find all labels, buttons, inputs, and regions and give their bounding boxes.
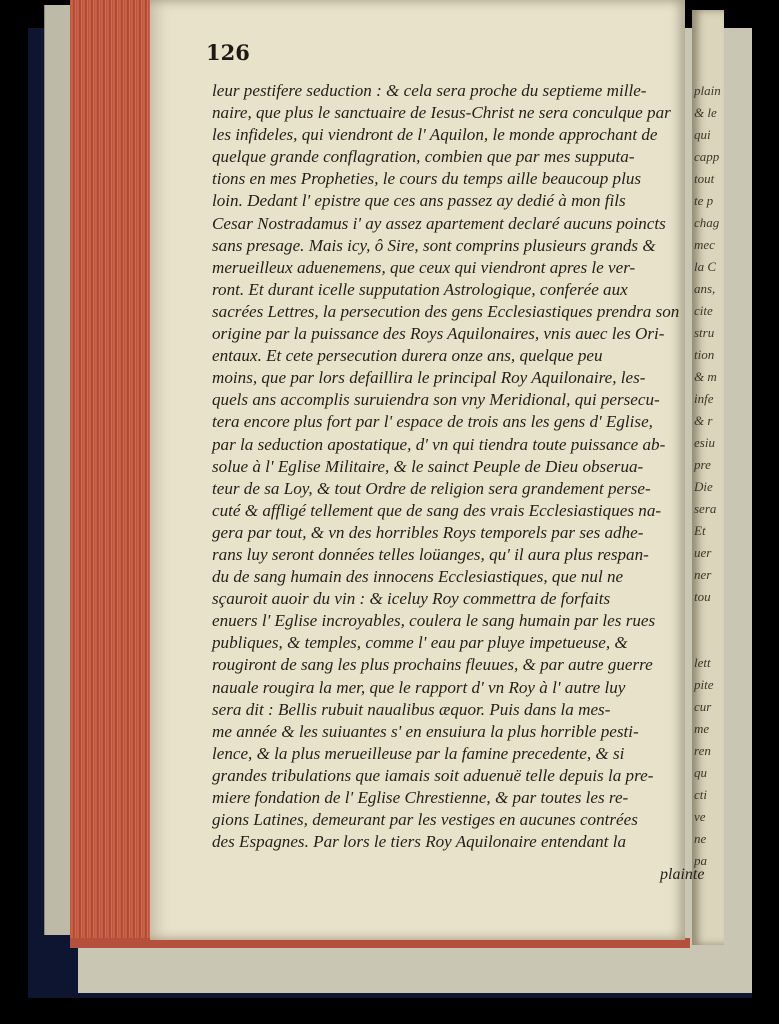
facing-line: & le <box>694 105 717 120</box>
facing-line: cti <box>694 787 707 802</box>
text-line: solue à l' Eglise Militaire, & le sainct Peuple de Dieu obserua- <box>212 456 644 476</box>
text-line: gions Latines, demeurant par les vestiges en aucunes contrées <box>212 810 638 830</box>
text-line: gera par tout, & vn des horribles Roys temporels par ses adhe- <box>212 522 644 542</box>
text-line: des Espagnes. Par lors le tiers Roy Aquilonaire entendant la <box>212 832 627 852</box>
text-line: publiques, & temples, comme l' eau par pluye impetueuse, & <box>212 633 628 653</box>
text-line: moins, que par lors defaillira le principal Roy Aquilonaire, les- <box>212 368 646 388</box>
text-line: rans luy seront données telles loüanges, qu' il aura plus respan- <box>212 544 649 564</box>
facing-line: te p <box>694 193 714 208</box>
text-line: du de sang humain des innocens Ecclesiastiques, que nul ne <box>212 567 624 587</box>
facing-line: ne <box>694 831 707 846</box>
text-line: entaux. Et cete persecution durera onze ans, quelque peu <box>212 346 603 366</box>
facing-line: uer <box>694 545 712 560</box>
facing-line: tion <box>694 347 715 362</box>
text-line: sçauroit auoir du vin : & iceluy Roy commettra de forfaits <box>212 589 611 609</box>
text-line: sans presage. Mais icy, ô Sire, sont comprins plusieurs grands & <box>212 235 656 255</box>
text-line: enuers l' Eglise incroyables, coulera le sang humain par les rues <box>212 611 656 631</box>
facing-line: chag <box>694 215 720 230</box>
facing-line: & m <box>694 369 717 384</box>
text-line: cuté & affligé tellement que de sang des vrais Ecclesiastiques na- <box>212 500 662 520</box>
facing-line: ren <box>694 743 711 758</box>
text-line: rougiront de sang les plus prochains fleuues, & par autre guerre <box>212 655 653 675</box>
text-line: leur pestifere seduction : & cela sera proche du septieme mille- <box>212 81 647 100</box>
text-line: ront. Et durant icelle supputation Astrologique, conferée aux <box>212 279 628 299</box>
text-line: les infideles, qui viendront de l' Aquilon, le monde approchant de <box>212 125 658 145</box>
facing-line: capp <box>694 149 720 164</box>
text-line: tions en mes Propheties, le cours du temps aille beaucoup plus <box>212 169 642 189</box>
catchword: plainte <box>660 866 705 883</box>
text-line: sera dit : Bellis rubuit naualibus æquor. Puis dans la mes- <box>212 699 611 719</box>
text-line: quels ans accomplis suruiendra son vny Meridional, qui persecu- <box>212 390 660 410</box>
text-line: quelque grande conflagration, combien que par mes supputa- <box>212 147 635 167</box>
text-line: nauale rougira la mer, que le rapport d' vn Roy à l' autre luy <box>212 677 626 697</box>
text-line: merueilleux aduenemens, que ceux qui viendront apres le ver- <box>212 257 636 277</box>
facing-line: ve <box>694 809 706 824</box>
facing-line: pa <box>694 853 707 868</box>
facing-line: la C <box>694 259 717 274</box>
facing-line: pre <box>694 457 711 472</box>
page-number: 126 <box>206 40 250 65</box>
facing-line: plain <box>694 83 721 98</box>
text-line: me année & les suiuantes s' en ensuiura la plus horrible pesti- <box>212 721 639 741</box>
facing-line: ner <box>694 567 712 582</box>
facing-line: lett <box>694 655 711 670</box>
text-line: Cesar Nostradamus i' ay assez apartement declaré aucuns poincts <box>212 213 666 233</box>
text-line: teur de sa Loy, & tout Ordre de religion sera grandement perse- <box>212 478 651 498</box>
text-line: naire, que plus le sanctuaire de Iesus-Christ ne sera conculque par <box>212 103 671 123</box>
text-line: grandes tribulations que iamais soit aduenuë telle depuis la pre- <box>212 765 654 785</box>
facing-line: qu <box>694 765 707 780</box>
facing-line: infe <box>694 391 714 406</box>
red-page-edges <box>70 0 156 940</box>
text-line: tera encore plus fort par l' espace de trois ans les gens d' Eglise, <box>212 412 653 432</box>
text-line: par la seduction apostatique, d' vn qui tiendra toute puissance ab- <box>212 434 666 454</box>
facing-line: mec <box>694 237 715 252</box>
facing-line: stru <box>694 325 715 340</box>
facing-line: cite <box>694 303 713 318</box>
facing-line: qui <box>694 127 711 142</box>
text-line: sacrées Lettres, la persecution des gens Ecclesiastiques prendra son <box>212 301 680 321</box>
text-line: miere fondation de l' Eglise Chrestienne, & par toutes les re- <box>212 788 629 807</box>
facing-line: sera <box>694 501 717 516</box>
facing-line: pite <box>694 677 714 692</box>
facing-line: ans, <box>694 281 716 296</box>
text-line: loin. Dedant l' epistre que ces ans passez ay dedié à mon fils <box>212 191 626 211</box>
facing-line: esiu <box>694 435 715 450</box>
page-text <box>212 80 717 853</box>
facing-line: cur <box>694 699 712 714</box>
facing-line: Et <box>694 523 706 538</box>
facing-line: me <box>694 721 710 736</box>
facing-line: & r <box>694 413 713 428</box>
text-line: lence, & la plus merueilleuse par la famine precedente, & si <box>212 743 625 763</box>
text-line: origine par la puissance des Roys Aquilonaires, vnis auec les Ori- <box>212 324 665 344</box>
facing-line: tou <box>694 589 711 604</box>
facing-line: tout <box>694 171 715 186</box>
facing-line: Die <box>694 479 713 494</box>
